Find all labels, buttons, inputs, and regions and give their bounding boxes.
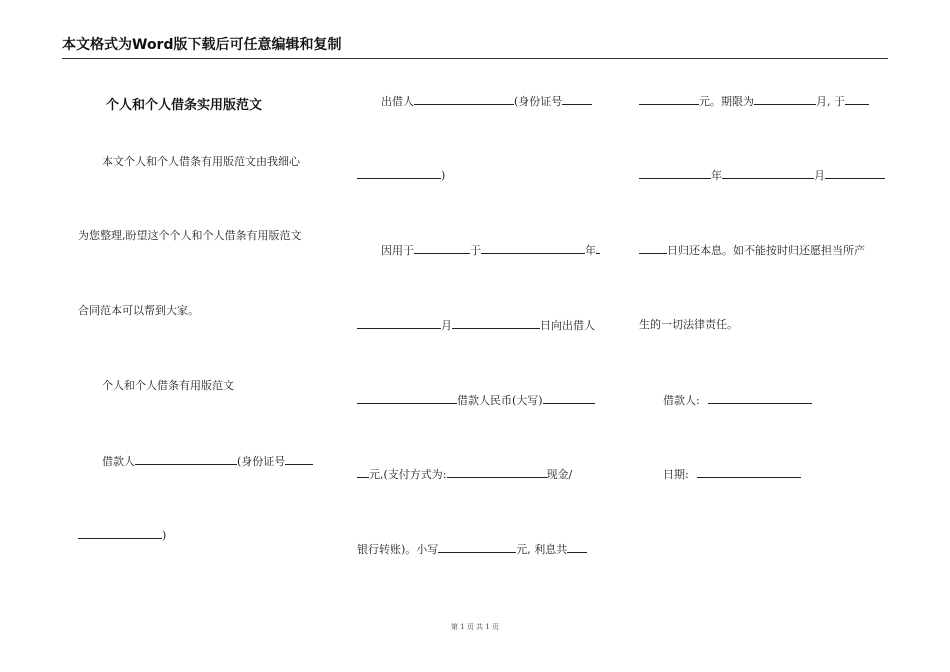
document-banner: 本文格式为Word版下载后可任意编辑和复制 xyxy=(62,34,888,59)
due-day-blank[interactable] xyxy=(825,168,885,179)
borrower-label: 借款人 xyxy=(102,455,135,468)
amount-upper-tail-blank[interactable] xyxy=(357,467,369,478)
signature-date-label: 日期: xyxy=(663,468,689,481)
year-blank[interactable] xyxy=(481,243,585,254)
signature-borrower-label: 借款人: xyxy=(663,394,700,407)
lender-repeat-blank[interactable] xyxy=(357,393,457,404)
interest-amount-blank[interactable] xyxy=(639,94,699,105)
period-blank[interactable] xyxy=(754,94,816,105)
signature-borrower-line xyxy=(663,393,812,408)
section-heading: 个人和个人借条有用版范文 xyxy=(102,379,234,392)
month-blank[interactable] xyxy=(357,318,441,329)
due-yue-label: 月 xyxy=(814,169,825,182)
period-line xyxy=(639,94,869,109)
due-day-tail-blank[interactable] xyxy=(639,243,667,254)
amount-upper-blank[interactable] xyxy=(543,393,595,404)
id-number-blank[interactable] xyxy=(285,454,313,465)
interest-blank[interactable] xyxy=(567,542,587,553)
lender-name-blank[interactable] xyxy=(414,94,514,105)
purpose-label: 因用于 xyxy=(381,244,414,257)
yuan-interest-label: 元, 利息共 xyxy=(516,543,568,556)
lender-id-blank-cont[interactable] xyxy=(357,168,441,179)
due-nian-label: 年 xyxy=(711,169,722,182)
signature-date-line xyxy=(663,467,801,482)
yu-label: 于 xyxy=(470,244,481,257)
intro-line-2: 为您整理,盼望这个个人和个人借条有用版范文 xyxy=(78,229,302,242)
nian-label: 年 xyxy=(585,244,596,257)
lender-label: 出借人 xyxy=(381,95,414,108)
lender-id-line xyxy=(357,168,445,183)
repay-text: 日归还本息。如不能按时归还愿担当所产 xyxy=(667,244,865,257)
cash-label: 现金/ xyxy=(546,468,573,481)
close-paren: ) xyxy=(162,529,167,542)
repay-to-label: 日向出借人 xyxy=(540,319,595,332)
yue-yu-label: 月, 于 xyxy=(816,95,845,108)
amount-line xyxy=(357,393,595,408)
bank-label: 银行转账)。小写 xyxy=(357,543,439,556)
yuan-period-label: 元。期限为 xyxy=(699,95,754,108)
signature-date-blank[interactable] xyxy=(697,467,801,478)
borrower-line xyxy=(102,454,313,469)
borrower-name-blank[interactable] xyxy=(135,454,237,465)
due-blank[interactable] xyxy=(845,94,869,105)
day-blank[interactable] xyxy=(452,318,540,329)
due-date-line xyxy=(639,168,885,183)
year-tail-blank[interactable] xyxy=(596,243,600,254)
intro-line-3: 合同范本可以帮到大家。 xyxy=(78,304,199,317)
borrower-id-line xyxy=(78,528,166,543)
intro-line-1: 本文个人和个人借条有用版范文由我细心 xyxy=(102,155,300,168)
lender-id-blank[interactable] xyxy=(562,94,592,105)
id-label: (身份证号 xyxy=(237,455,286,468)
liability-line: 生的一切法律责任。 xyxy=(639,318,738,331)
signature-borrower-blank[interactable] xyxy=(708,393,812,404)
lender-id-label: (身份证号 xyxy=(514,95,563,108)
borrow-rmb-label: 借款人民币(大写) xyxy=(457,394,543,407)
purpose-blank[interactable] xyxy=(414,243,470,254)
repay-line xyxy=(639,243,865,258)
purpose-line xyxy=(381,243,600,258)
lender-close-paren: ) xyxy=(441,169,446,182)
due-month-blank[interactable] xyxy=(722,168,814,179)
amount-lower-blank[interactable] xyxy=(438,542,516,553)
due-year-blank[interactable] xyxy=(639,168,711,179)
yue-label: 月 xyxy=(441,319,452,332)
payment-method-blank[interactable] xyxy=(447,467,547,478)
yuan-pay-label: 元,(支付方式为: xyxy=(369,468,447,481)
id-number-blank-cont[interactable] xyxy=(78,528,162,539)
date-line xyxy=(357,318,595,333)
lender-line xyxy=(381,94,592,109)
bank-line xyxy=(357,542,587,557)
page-footer: 第 1 页 共 1 页 xyxy=(450,623,500,631)
document-title: 个人和个人借条实用版范文 xyxy=(106,98,263,113)
payment-method-line xyxy=(357,467,572,482)
